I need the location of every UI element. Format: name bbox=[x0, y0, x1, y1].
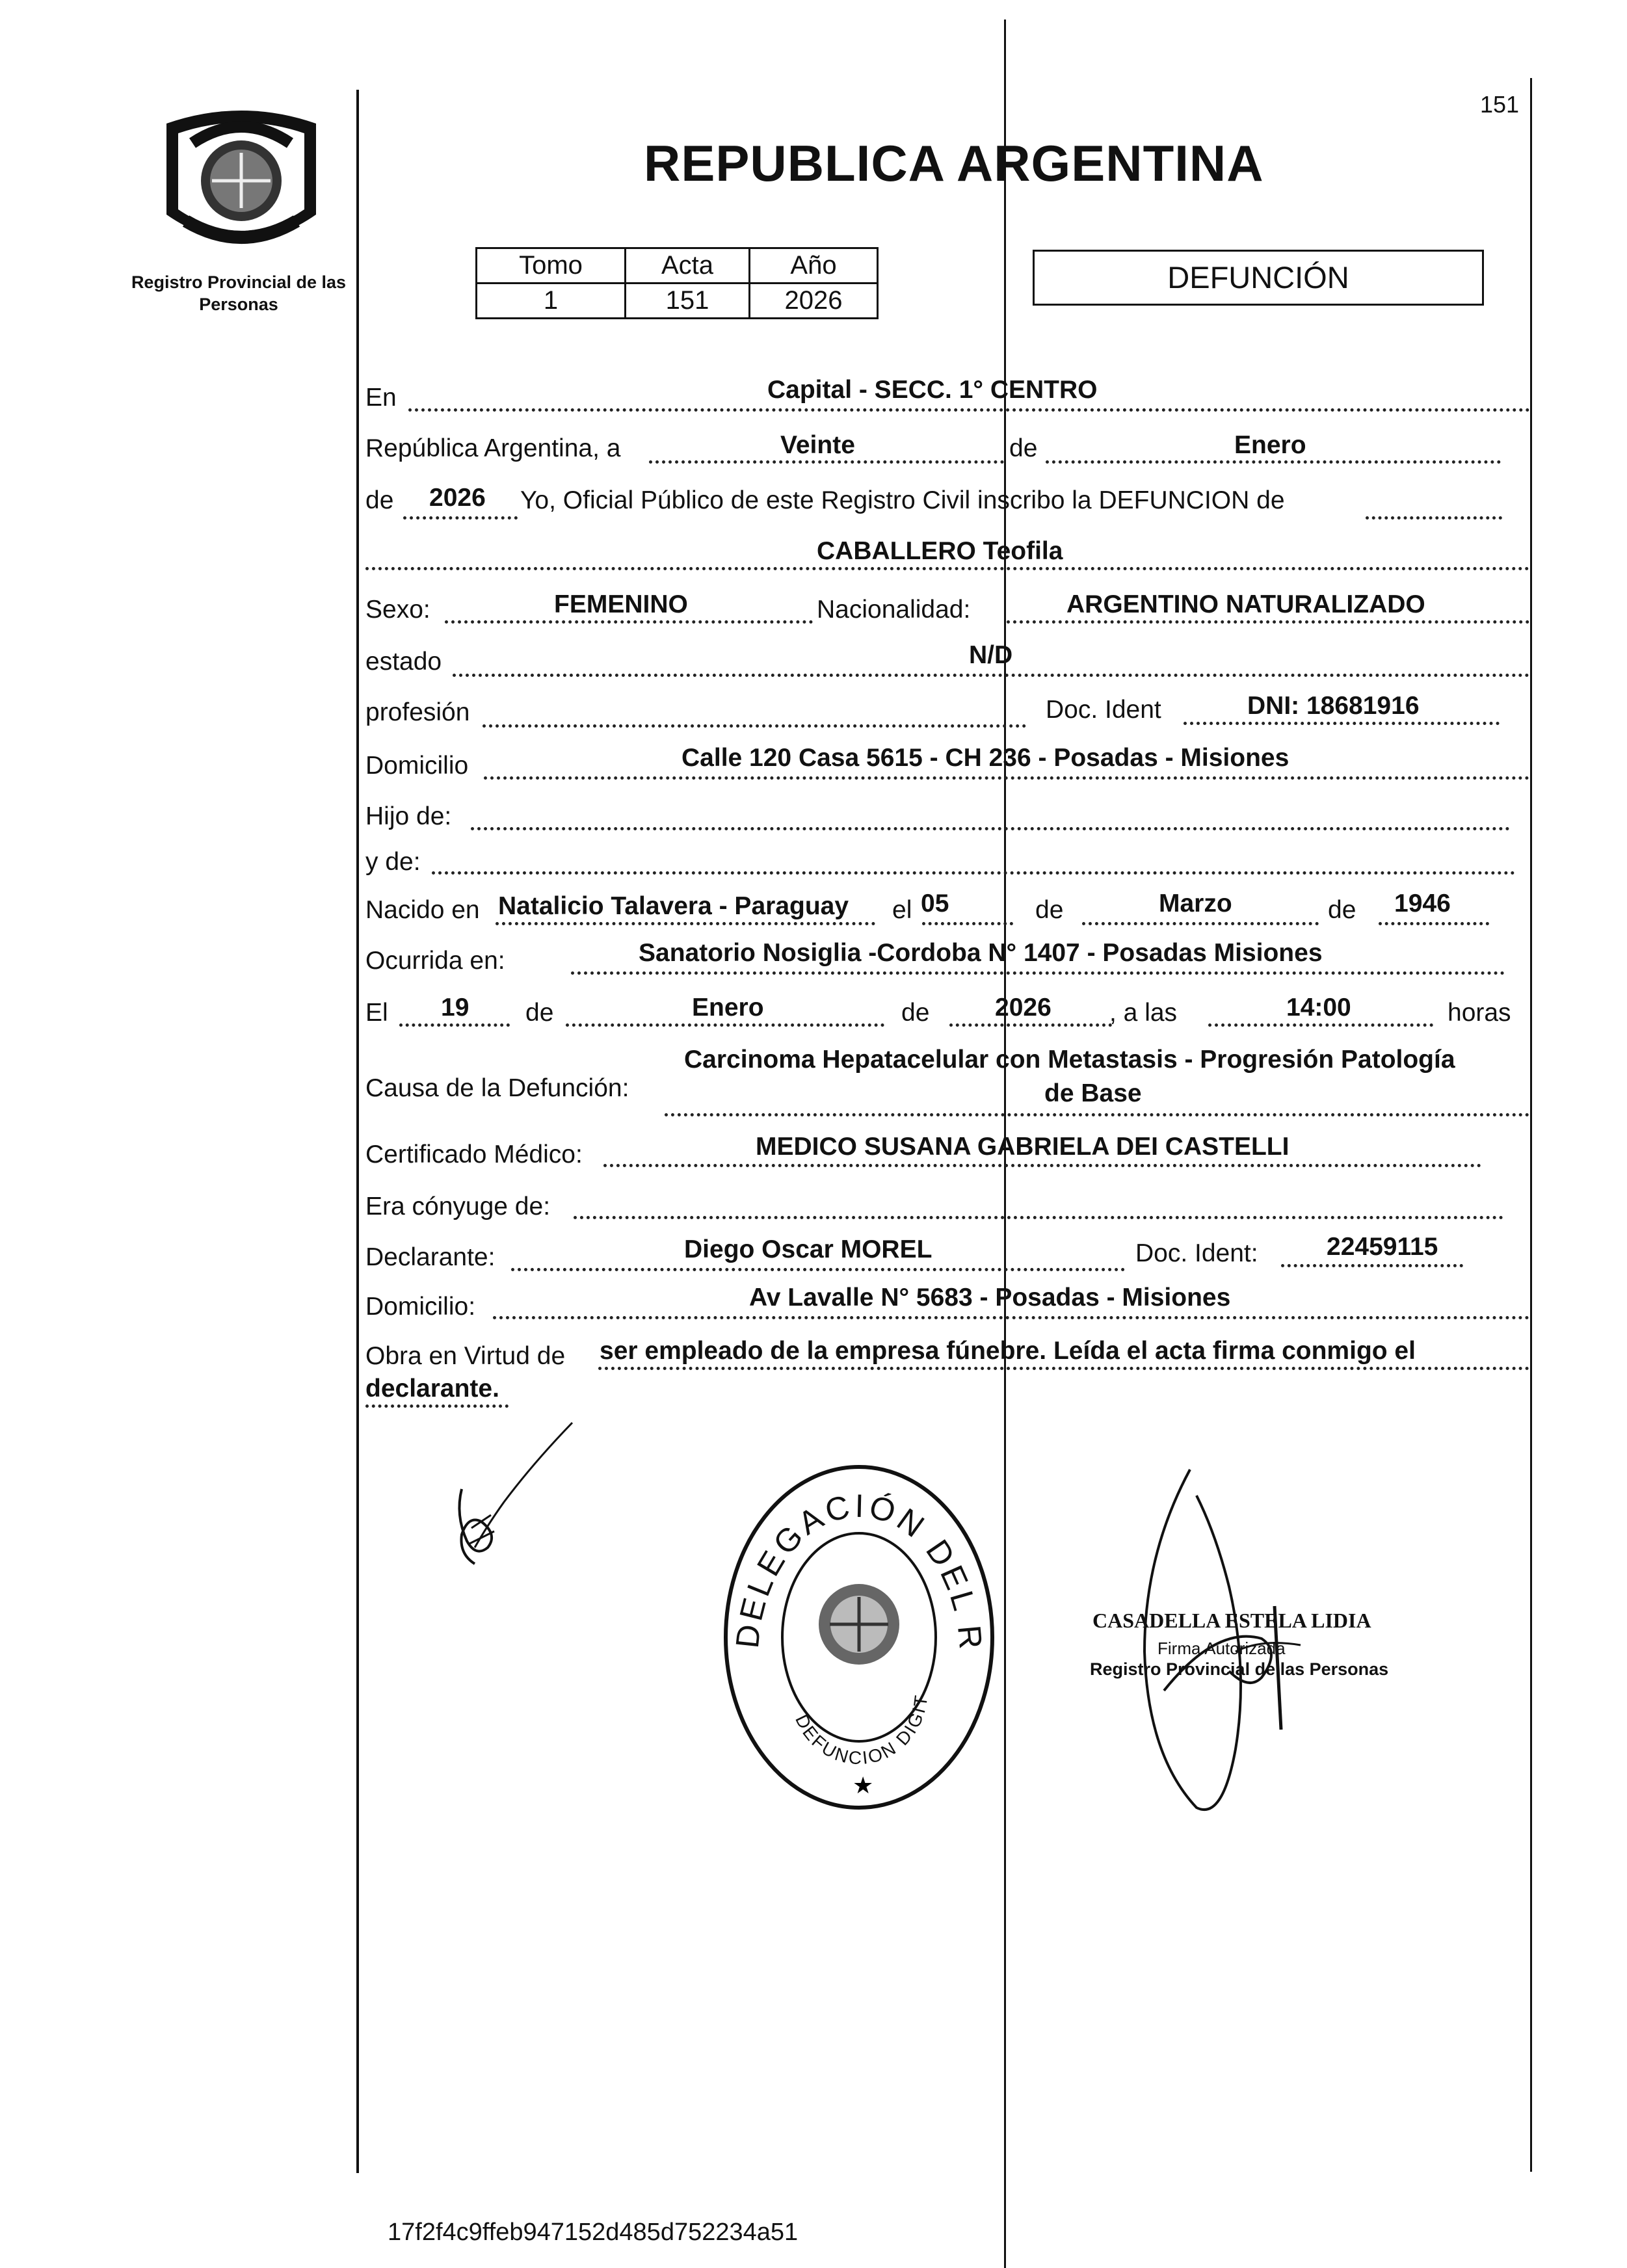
day-line bbox=[649, 460, 1004, 464]
declarant-line bbox=[511, 1268, 1125, 1271]
and-of-line bbox=[432, 871, 1515, 875]
day-value: Veinte bbox=[780, 431, 855, 459]
document-title: REPUBLICA ARGENTINA bbox=[644, 135, 1264, 192]
svg-text:★: ★ bbox=[853, 1772, 874, 1799]
born-label: Nacido en bbox=[365, 896, 480, 924]
profession-label: profesión bbox=[365, 698, 470, 726]
death-month-value: Enero bbox=[692, 994, 764, 1022]
and-of-label: y de: bbox=[365, 848, 421, 876]
declarant-doc-line bbox=[1281, 1264, 1463, 1267]
doc-id-value: DNI: 18681916 bbox=[1247, 692, 1420, 720]
table-header-acta: Acta bbox=[626, 248, 750, 284]
profession-line bbox=[483, 724, 1026, 728]
province-emblem bbox=[153, 104, 329, 260]
declarant-doc-label: Doc. Ident: bbox=[1135, 1239, 1258, 1267]
address-value: Calle 120 Casa 5615 - CH 236 - Posadas - Misiones bbox=[681, 744, 1290, 772]
obra-line1 bbox=[598, 1367, 1529, 1370]
occurred-value: Sanatorio Nosiglia -Cordoba N° 1407 - Posadas Misiones bbox=[639, 939, 1323, 967]
cause-value-line1: Carcinoma Hepatacelular con Metastasis - Progresión Patología bbox=[684, 1046, 1455, 1074]
death-day-value: 19 bbox=[441, 994, 470, 1022]
table-value-tomo: 1 bbox=[477, 284, 626, 319]
birth-de1-label: de bbox=[1035, 896, 1064, 924]
declarant-label: Declarante: bbox=[365, 1243, 496, 1271]
official-stamp-name: CASADELLA ESTELA LIDIA bbox=[1092, 1609, 1371, 1632]
official-stamp-role: Firma Autorizada bbox=[1157, 1639, 1286, 1658]
inscribo-text: Yo, Oficial Público de este Registro Civil inscribo la DEFUNCION de bbox=[520, 486, 1285, 514]
seal-inner-text: DEFUNCION DIGIT bbox=[791, 1693, 932, 1769]
death-month-line bbox=[566, 1023, 884, 1027]
obra-line2 bbox=[365, 1404, 509, 1408]
declarant-address-value: Av Lavalle N° 5683 - Posadas - Misiones bbox=[749, 1284, 1231, 1312]
table-header-tomo: Tomo bbox=[477, 248, 626, 284]
certificate-label: Certificado Médico: bbox=[365, 1141, 583, 1168]
birth-day-line bbox=[922, 922, 1013, 925]
deceased-name: CABALLERO Teofila bbox=[817, 537, 1063, 565]
en-value: Capital - SECC. 1° CENTRO bbox=[767, 376, 1098, 404]
birth-month-line bbox=[1082, 922, 1319, 925]
declarant-value: Diego Oscar MOREL bbox=[684, 1235, 933, 1263]
left-margin-line bbox=[356, 90, 359, 2173]
birth-month-value: Marzo bbox=[1159, 890, 1232, 917]
birth-de2-label: de bbox=[1328, 896, 1356, 924]
name-line bbox=[365, 567, 1529, 570]
nationality-value: ARGENTINO NATURALIZADO bbox=[1066, 590, 1425, 618]
death-day-line bbox=[399, 1023, 510, 1027]
death-de1-label: de bbox=[525, 999, 554, 1027]
obra-value-line2: declarante. bbox=[365, 1375, 499, 1403]
act-type-box: DEFUNCIÓN bbox=[1033, 250, 1484, 306]
birthplace-line bbox=[496, 922, 875, 925]
doc-id-line bbox=[1184, 722, 1500, 725]
child-of-label: Hijo de: bbox=[365, 802, 452, 830]
page-number: 151 bbox=[1480, 91, 1520, 118]
death-time-line bbox=[1208, 1023, 1433, 1027]
registry-seal bbox=[719, 1462, 999, 1813]
republica-label: República Argentina, a bbox=[365, 434, 621, 462]
cause-label: Causa de la Defunción: bbox=[365, 1074, 629, 1102]
death-year-line bbox=[949, 1023, 1112, 1027]
declarant-doc-value: 22459115 bbox=[1327, 1233, 1438, 1261]
cause-value-line2: de Base bbox=[1044, 1079, 1142, 1107]
spouse-label: Era cónyuge de: bbox=[365, 1193, 551, 1220]
birth-year-value: 1946 bbox=[1394, 890, 1451, 917]
address-label: Domicilio bbox=[365, 752, 469, 780]
sex-label: Sexo: bbox=[365, 596, 430, 624]
en-label: En bbox=[365, 384, 397, 412]
hours-label: horas bbox=[1448, 999, 1511, 1027]
obra-value-line1: ser empleado de la empresa fúnebre. Leída el acta firma conmigo el bbox=[600, 1337, 1416, 1365]
table-value-acta: 151 bbox=[626, 284, 750, 319]
nationality-label: Nacionalidad: bbox=[817, 596, 971, 624]
declarant-address-line bbox=[493, 1316, 1529, 1319]
occurred-line bbox=[571, 971, 1505, 975]
at-time-label: , a las bbox=[1109, 999, 1178, 1027]
sex-value: FEMENINO bbox=[554, 590, 688, 618]
nationality-line bbox=[1007, 620, 1529, 624]
death-el-label: El bbox=[365, 999, 388, 1027]
birth-year-line bbox=[1379, 922, 1489, 925]
registry-name: Registro Provincial de las Personas bbox=[131, 272, 347, 314]
month-value: Enero bbox=[1234, 431, 1306, 459]
table-header-anio: Año bbox=[750, 248, 878, 284]
death-de2-label: de bbox=[901, 999, 930, 1027]
address-line bbox=[484, 776, 1529, 780]
civil-status-label: estado bbox=[365, 648, 442, 676]
de-label: de bbox=[1009, 434, 1038, 462]
sex-line bbox=[445, 620, 813, 624]
de2-label: de bbox=[365, 486, 394, 514]
month-line bbox=[1046, 460, 1501, 464]
official-stamp-office: Registro Provincial de las Personas bbox=[1090, 1659, 1389, 1679]
seal-outer-text: DELEGACIÓN DEL R bbox=[728, 1487, 990, 1654]
table-value-anio: 2026 bbox=[750, 284, 878, 319]
doc-id-label: Doc. Ident bbox=[1046, 696, 1161, 724]
record-table bbox=[475, 247, 879, 319]
declarant-address-label: Domicilio: bbox=[365, 1293, 476, 1321]
obra-label: Obra en Virtud de bbox=[365, 1342, 566, 1370]
inscribo-line bbox=[1366, 516, 1502, 520]
civil-status-value: N/D bbox=[969, 641, 1013, 669]
en-line bbox=[408, 408, 1530, 412]
death-time-value: 14:00 bbox=[1286, 994, 1351, 1022]
child-of-line bbox=[471, 827, 1510, 830]
occurred-label: Ocurrida en: bbox=[365, 947, 505, 975]
born-el-label: el bbox=[892, 896, 912, 924]
civil-status-line bbox=[453, 674, 1529, 677]
spouse-line bbox=[574, 1216, 1503, 1219]
cause-line bbox=[665, 1113, 1529, 1116]
birth-day-value: 05 bbox=[921, 890, 949, 917]
certificate-line bbox=[603, 1164, 1481, 1167]
declarant-signature bbox=[436, 1418, 579, 1574]
document-hash: 17f2f4c9ffeb947152d485d752234a51 bbox=[388, 2219, 799, 2246]
birthplace-value: Natalicio Talavera - Paraguay bbox=[498, 892, 849, 920]
right-margin-line bbox=[1530, 78, 1532, 2172]
death-year-value: 2026 bbox=[995, 994, 1052, 1022]
year-value: 2026 bbox=[429, 484, 486, 512]
year-line bbox=[403, 516, 518, 520]
certificate-value: MEDICO SUSANA GABRIELA DEI CASTELLI bbox=[756, 1133, 1290, 1161]
